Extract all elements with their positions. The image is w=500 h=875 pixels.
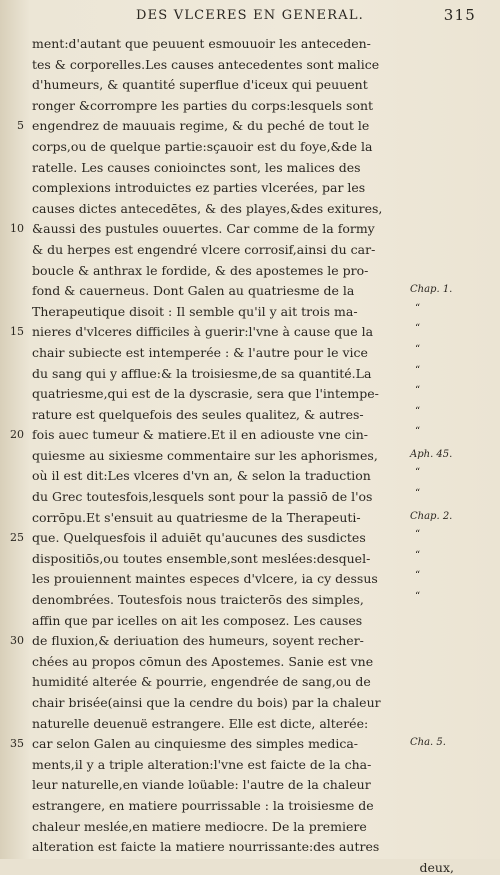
line-text: chair brisée(ainsi que la cendre du bois) par la chaleur <box>32 695 381 710</box>
line-text: boucle & anthrax le fordide, & des apostemes le pro- <box>32 262 369 278</box>
quotation-mark: “ <box>415 570 421 582</box>
line-text: où il est dit:Les vlceres d'vn an, & selon la traduction <box>32 468 371 484</box>
quotation-mark: “ <box>415 426 421 438</box>
line-text: ronger &corrompre les parties du corps:lesquels sont <box>32 97 374 113</box>
line-text: denombrées. Toutesfois nous traicterōs des simples, <box>32 592 364 608</box>
line-text: Therapeutique disoit : Il semble qu'il y ait trois ma- <box>32 303 358 319</box>
line-text: causes dictes antecedētes, & des playes,&des exitures, <box>32 200 383 216</box>
text-line <box>32 75 412 96</box>
line-text: chées au propos cōmun des Apostemes. Sanie est vne <box>32 653 374 669</box>
text-line <box>10 528 421 549</box>
line-number: 35 <box>10 737 24 751</box>
text-line <box>32 590 421 611</box>
text-line <box>32 240 412 261</box>
line-text: du sang qui y afflue:& la troisiesme,de sa quantité.La <box>32 365 372 381</box>
line-text: quatriesme,qui est de la dyscrasie, sera que l'intempe- <box>32 386 379 402</box>
text-line <box>32 446 412 467</box>
quotation-mark: “ <box>415 323 421 335</box>
quotation-mark: “ <box>415 488 421 500</box>
text-line <box>32 384 421 405</box>
line-text: ments,il y a triple alteration:l'vne est faicte de la cha- <box>32 756 372 772</box>
page-number: 315 <box>443 6 476 24</box>
line-text: que. Quelquesfois il aduiēt qu'aucunes des susdictes <box>32 530 366 546</box>
line-text: nieres d'vlceres difficiles à guerir:l'vne à cause que la <box>32 324 374 340</box>
text-line <box>32 466 421 487</box>
text-line <box>10 425 421 446</box>
line-number: 25 <box>10 531 24 545</box>
quotation-mark: “ <box>415 467 421 479</box>
margin-note: Aph. 45. <box>410 449 453 460</box>
line-text: tes & corporelles.Les causes antecedentes sont malice <box>32 56 380 72</box>
line-text: de fluxion,& deriuation des humeurs, soyent recher- <box>32 633 364 649</box>
margin-note: Cha. 5. <box>410 737 446 749</box>
text-line <box>10 219 412 240</box>
line-number: 30 <box>10 634 24 648</box>
line-text: fois auec tumeur & matiere.Et il en adiouste vne cin- <box>32 427 369 443</box>
quotation-mark: “ <box>415 405 421 417</box>
line-text: leur naturelle,en viande loüable: l'autre de la chaleur <box>32 777 371 793</box>
quotation-mark: “ <box>415 343 421 355</box>
text-line <box>32 652 412 673</box>
line-number: 5 <box>17 119 24 133</box>
text-line <box>32 34 412 55</box>
text-line <box>10 734 412 755</box>
text-line <box>32 178 412 199</box>
text-line <box>32 508 412 529</box>
line-text: chaleur meslée,en matiere mediocre. De la premiere <box>32 818 367 834</box>
line-text: naturelle deuenuë estrangere. Elle est dicte, alterée: <box>32 715 369 731</box>
line-number: 10 <box>10 222 24 236</box>
line-text: les prouiennent maintes especes d'vlcere, ia cy dessus <box>32 571 378 587</box>
line-number: 20 <box>10 428 24 442</box>
line-text: dispositiōs,ou toutes ensemble,sont meslées:desquel- <box>32 550 371 566</box>
line-text: chair subiecte est intemperée : & l'autre pour le vice <box>32 344 368 360</box>
text-line <box>32 281 412 302</box>
line-text: corps,ou de quelque partie:sçauoir est du foye,&de la <box>32 138 373 154</box>
text-line <box>32 775 412 796</box>
line-text: d'humeurs, & quantité superflue d'iceux qui peuuent <box>32 77 368 93</box>
text-line <box>32 343 421 364</box>
quotation-mark: “ <box>415 591 421 603</box>
line-text: ment:d'autant que peuuent esmouuoir les anteceden- <box>32 36 371 51</box>
line-text: affin que par icelles on ait les composez. Les causes <box>32 612 363 628</box>
text-line <box>32 611 412 632</box>
line-number: 15 <box>10 325 24 339</box>
quotation-mark: “ <box>415 529 421 541</box>
line-text: &aussi des pustules ouuertes. Car comme de la formy <box>32 221 375 237</box>
text-line <box>32 55 412 76</box>
text-line <box>32 302 421 323</box>
text-line <box>32 796 412 817</box>
body-text <box>10 34 421 858</box>
quotation-mark: “ <box>415 364 421 376</box>
text-line <box>32 569 421 590</box>
text-line <box>10 631 412 652</box>
text-line <box>32 672 412 693</box>
text-line <box>17 116 412 137</box>
line-text: corrōpu.Et s'ensuit au quatriesme de la Therapeuti- <box>32 509 361 525</box>
text-line <box>32 261 412 282</box>
text-line <box>32 158 412 179</box>
text-line <box>32 487 421 508</box>
line-text: ratelle. Les causes conioinctes sont, les malices des <box>32 159 361 175</box>
line-text: rature est quelquefois des seules qualitez, & autres- <box>32 406 364 422</box>
margin-note: Chap. 2. <box>410 510 453 522</box>
text-line <box>32 405 421 426</box>
text-line <box>32 837 412 858</box>
line-text: quiesme au sixiesme commentaire sur les aphorismes, <box>32 447 378 463</box>
quotation-mark: “ <box>415 549 421 561</box>
line-text: humidité alterée & pourrie, engendrée de sang,ou de <box>32 674 371 690</box>
text-line <box>32 137 412 158</box>
text-line <box>32 364 421 385</box>
text-line <box>32 693 412 714</box>
text-line <box>10 322 421 343</box>
running-title: DES VLCERES EN GENERAL. <box>135 8 364 23</box>
line-text: estrangere, en matiere pourrissable : la troisiesme de <box>32 797 374 813</box>
line-text: complexions introduictes ez parties vlcerées, par les <box>32 180 366 196</box>
quotation-mark: “ <box>415 302 421 314</box>
quotation-mark: “ <box>415 385 421 397</box>
text-line <box>32 755 412 776</box>
text-line <box>32 714 412 735</box>
line-text: alteration est faicte la matiere nourrissante:des autres <box>32 839 380 855</box>
line-text: du Grec toutesfois,lesquels sont pour la passiō de l'os <box>32 489 373 505</box>
line-text: fond & cauerneus. Dont Galen au quatriesme de la <box>32 283 355 299</box>
line-text: car selon Galen au cinquiesme des simples medica- <box>32 736 358 752</box>
text-line <box>32 817 412 838</box>
text-line <box>32 96 412 117</box>
line-text: & du herpes est engendré vlcere corrosif,ainsi du car- <box>32 241 376 257</box>
line-text: engendrez de mauuais regime, & du peché de tout le <box>32 118 370 134</box>
catchword: deux, <box>419 860 454 875</box>
text-line <box>32 549 421 570</box>
margin-note: Chap. 1. <box>410 284 453 296</box>
text-line <box>32 199 412 220</box>
running-header <box>30 6 476 28</box>
